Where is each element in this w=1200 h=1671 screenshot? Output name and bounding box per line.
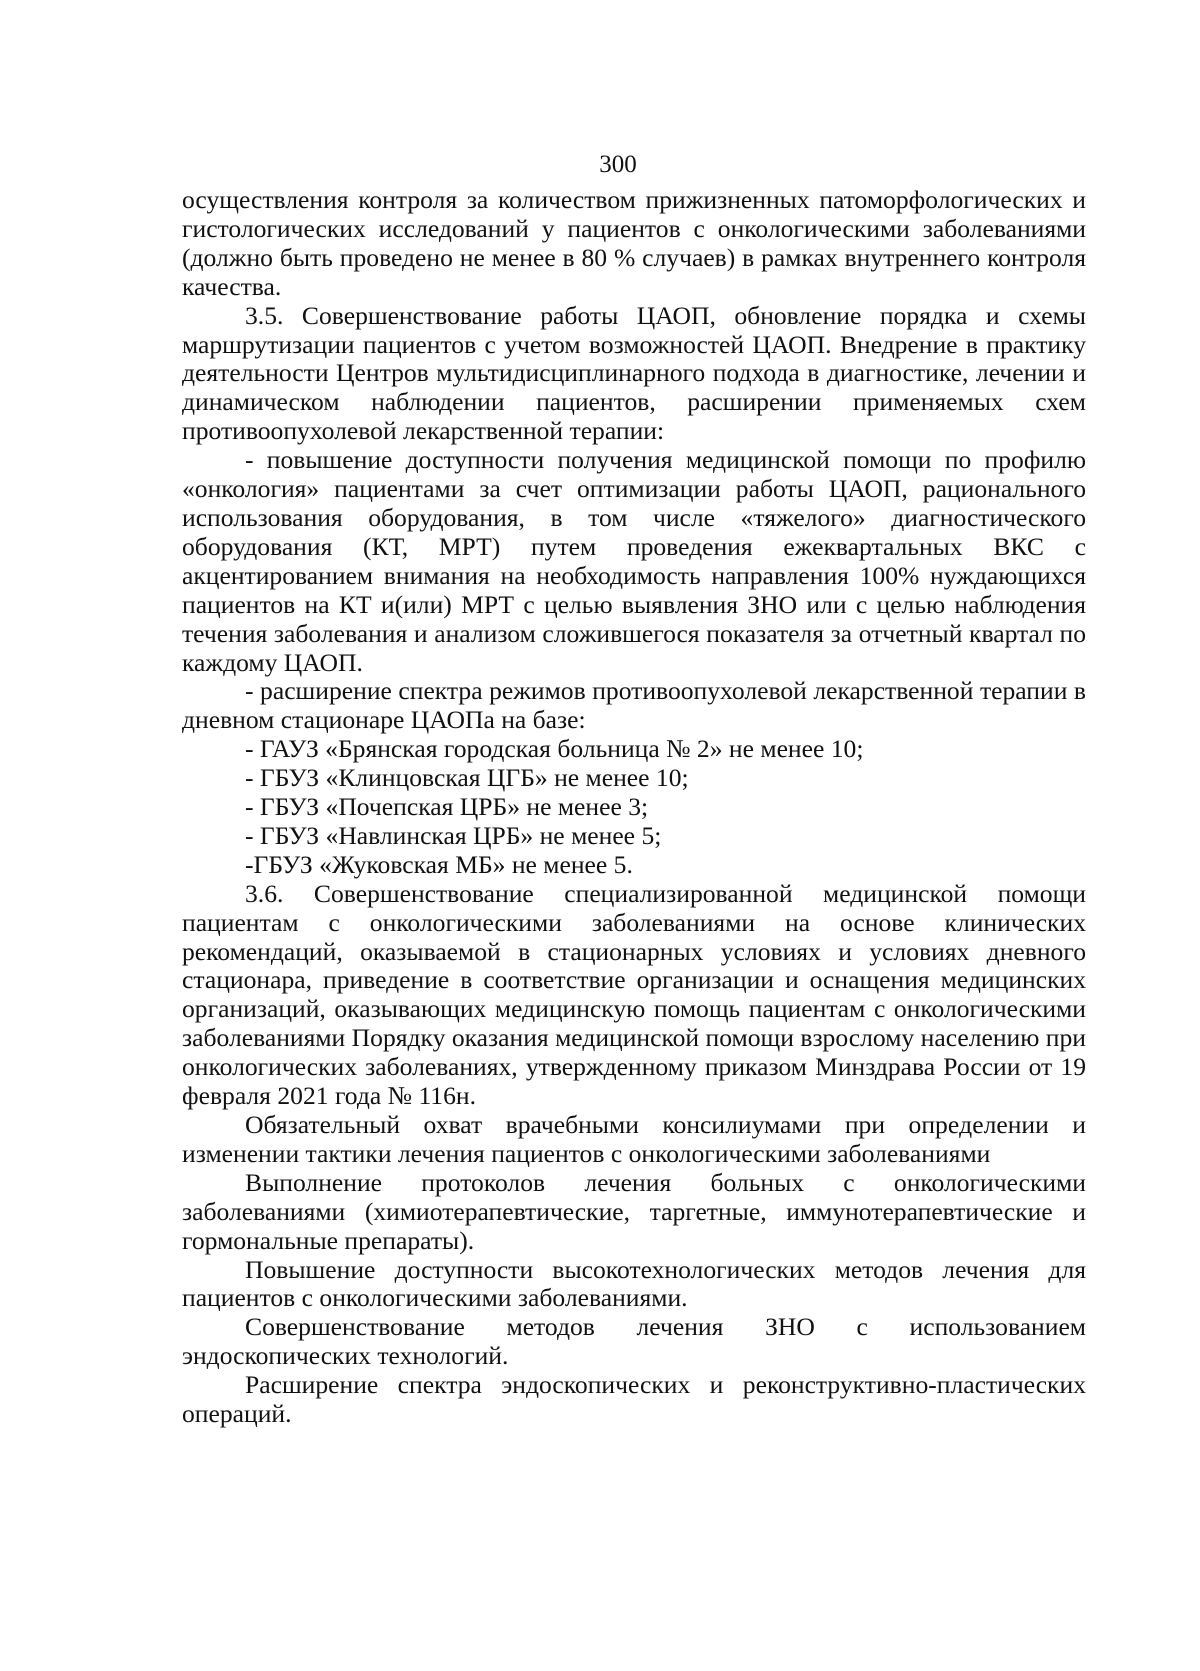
paragraph-treatment-protocols: Выполнение протоколов лечения больных с онкологическими заболеваниями (химиотерапевтические, таргетные, иммунотерапевтические и гормональные препараты). bbox=[182, 1167, 1086, 1255]
hospital-list bbox=[182, 735, 1086, 880]
list-item: - ГБУЗ «Почепская ЦРБ» не менее 3; bbox=[245, 792, 649, 822]
paragraph-operations-expansion: Расширение спектра эндоскопических и реконструктивно-пластических операций. bbox=[182, 1370, 1086, 1429]
paragraph-section-3-5: 3.5. Совершенствование работы ЦАОП, обновление порядка и схемы маршрутизации пациентов с учетом возможностей ЦАОП. Внедрение в практику деятельности Центров мультидисциплинарного подхода в диагностике, лечении и динамическом наблюдении пациентов, расширении применяемых схем противоопухолевой лекарственной терапии: bbox=[182, 300, 1086, 446]
list-item: - ГАУЗ «Брянская городская больница № 2» не менее 10; bbox=[245, 734, 864, 764]
paragraph-high-tech-access: Повышение доступности высокотехнологических методов лечения для пациентов с онкологическими заболеваниями. bbox=[182, 1254, 1086, 1313]
paragraph-therapy-expansion: - расширение спектра режимов противоопухолевой лекарственной терапии в дневном стационаре ЦАОПа на базе: bbox=[182, 676, 1086, 735]
list-item: - ГБУЗ «Клинцовская ЦГБ» не менее 10; bbox=[245, 763, 689, 793]
document-body bbox=[182, 186, 1086, 1429]
paragraph-section-3-6: 3.6. Совершенствование специализированной медицинской помощи пациентам с онкологическими заболеваниями на основе клинических рекомендаций, оказываемой в стационарных условиях и условиях дневного стационара, приведение в соответствие организации и оснащения медицинских организаций, оказывающих медицинскую помощь пациентам с онкологическими заболеваниями Порядку оказания медицинской помощи взрослому населению при онкологических заболеваниях, утвержденному приказом Минздрава России от 19 февраля 2021 года № 116н. bbox=[182, 878, 1086, 1111]
list-item: -ГБУЗ «Жуковская МБ» не менее 5. bbox=[245, 849, 633, 879]
paragraph-consilium-coverage: Обязательный охват врачебными консилиумами при опрeделении и изменении тактики лечения пациентов с онкологическими заболеваниями bbox=[182, 1110, 1086, 1168]
paragraph-endoscopic-methods: Совершенствование методов лечения ЗНО с использованием эндоскопических технологий. bbox=[182, 1312, 1086, 1371]
list-item: - ГБУЗ «Навлинская ЦРБ» не менее 5; bbox=[245, 820, 662, 850]
paragraph-quality-control: осуществления контроля за количеством прижизненных патоморфологических и гистологических исследований у пациентов с онкологическими заболеваниями (должно быть проведено не менее в 80 % случаев) в рамках внутреннего контроля качества. bbox=[182, 185, 1086, 301]
page-number: 300 bbox=[599, 151, 637, 178]
paragraph-access-improvement: - повышение доступности получения медицинской помощи по профилю «онкология» пациентами за счет оптимизации работы ЦАОП, рационального использования оборудования, в том числе «тяжелого» диагностического оборудования (КТ, МРТ) путем проведения ежеквартальных ВКС с акцентированием внимания на необходимость направления 100% нуждающихся пациентов на КТ и(или) МРТ с целью выявления ЗНО или с целью наблюдения течения заболевания и анализом сложившегося показателя за отчетный квартал по каждому ЦАОП. bbox=[182, 445, 1086, 677]
